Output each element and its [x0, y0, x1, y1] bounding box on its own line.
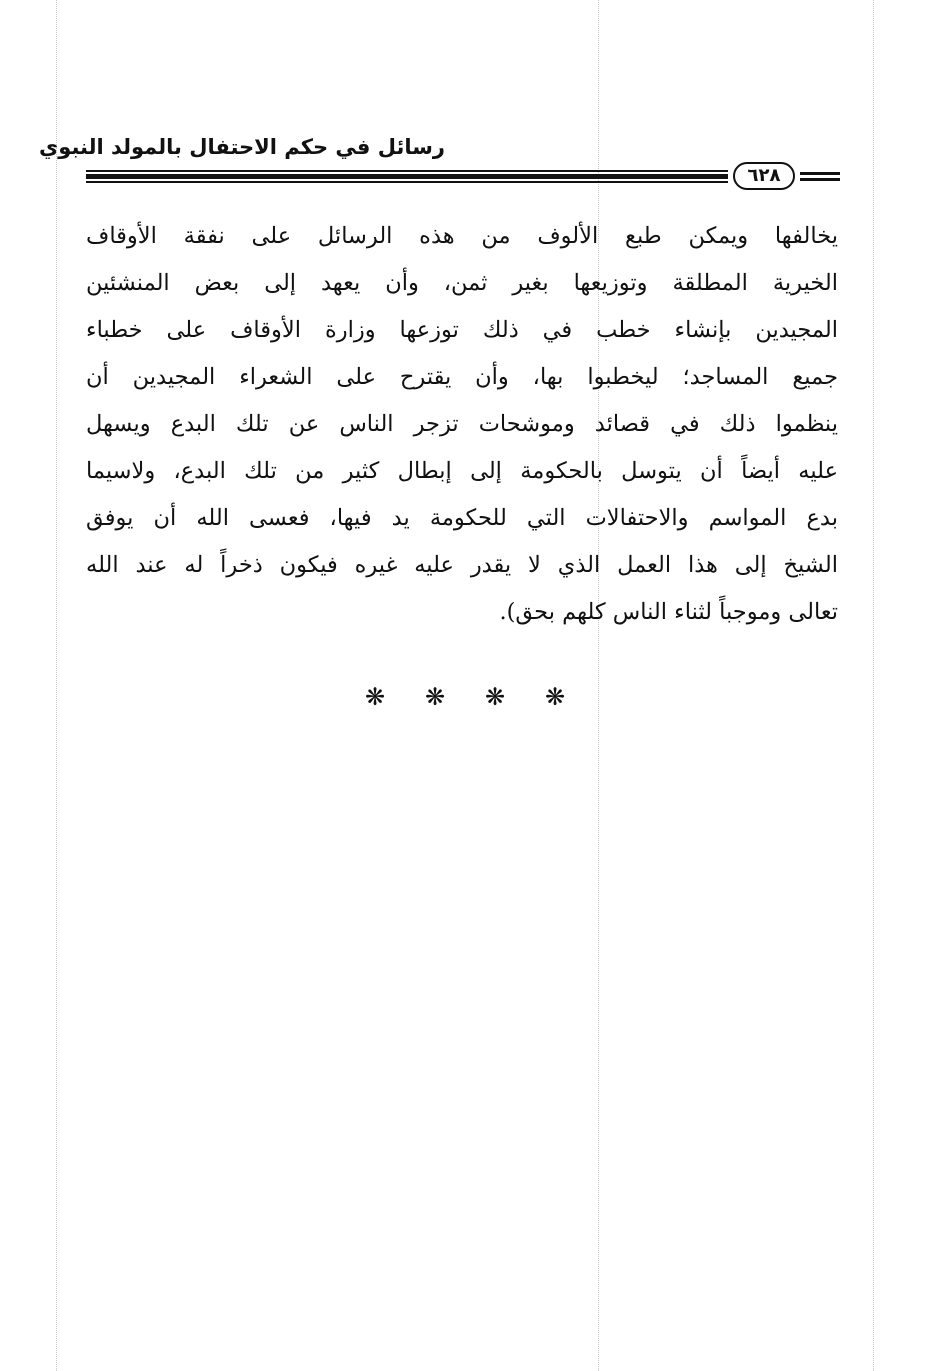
text-line: يخالفها ويمكن طبع الألوف من هذه الرسائل على نفقة الأوقاف [86, 223, 838, 249]
header-rule [86, 181, 728, 183]
header-rule [800, 172, 840, 175]
text-line: تعالى وموجباً لثناء الناس كلهم بحق). [499, 599, 838, 625]
asterism-icon: ❋ [424, 683, 446, 711]
page-number: ٦٢٨ [733, 162, 795, 190]
text-line: عليه أيضاً أن يتوسل بالحكومة إلى إبطال كثير من تلك البدع، ولاسيما [86, 458, 838, 484]
header-rule [800, 178, 840, 181]
text-line: جميع المساجد؛ ليخطبوا بها، وأن يقترح على الشعراء المجيدين أن [86, 364, 838, 390]
scan-guide-line [873, 0, 874, 1371]
header-rule [86, 170, 728, 172]
body-paragraph [86, 213, 838, 636]
text-line: ينظموا ذلك في قصائد وموشحات تزجر الناس عن تلك البدع ويسهل [86, 411, 838, 437]
text-line: المجيدين بإنشاء خطب في ذلك توزعها وزارة الأوقاف على خطباء [86, 317, 838, 343]
header-rule [86, 174, 728, 179]
text-line: الخيرية المطلقة وتوزيعها بغير ثمن، وأن يعهد إلى بعض المنشئين [86, 270, 838, 296]
section-separator [360, 682, 570, 712]
asterism-icon: ❋ [364, 683, 386, 711]
text-line: الشيخ إلى هذا العمل الذي لا يقدر عليه غيره فيكون ذخراً له عند الله [86, 552, 838, 578]
scan-guide-line [56, 0, 57, 1371]
scan-guide-line [598, 0, 599, 1371]
asterism-icon: ❋ [484, 683, 506, 711]
text-line: بدع المواسم والاحتفالات التي للحكومة يد فيها، فعسى الله أن يوفق [86, 505, 838, 531]
running-header-title: رسائل في حكم الاحتفال بالمولد النبوي [39, 135, 445, 159]
asterism-icon: ❋ [544, 683, 566, 711]
